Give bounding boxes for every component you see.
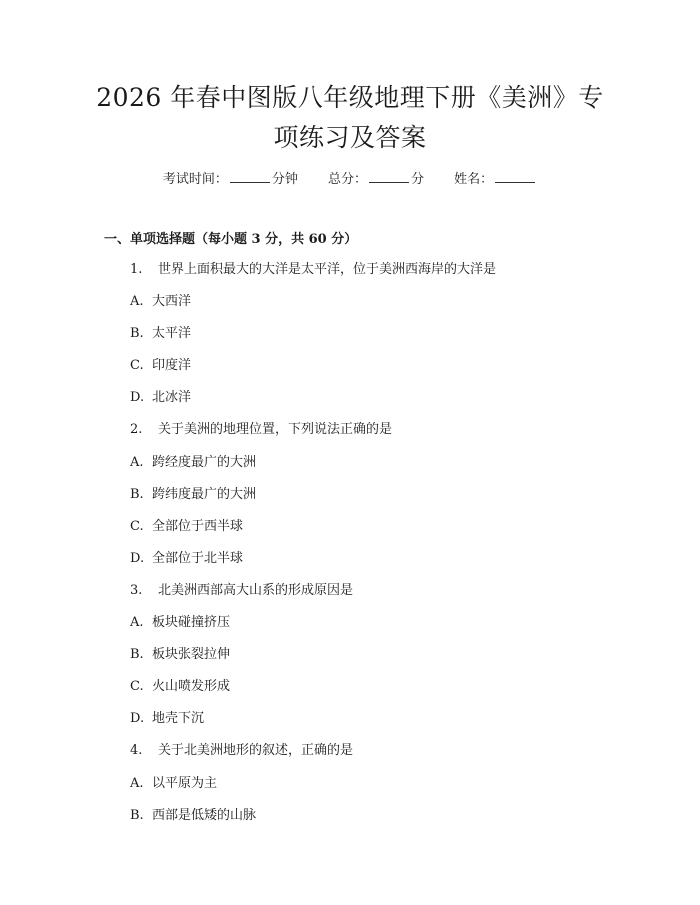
option-3c[interactable] [130, 678, 650, 710]
exam-info-line [0, 169, 700, 189]
option-letter: C. [130, 358, 144, 374]
option-text: 以平原为主 [152, 775, 218, 791]
question-text: 关于美洲的地理位置，下列说法正确的是 [158, 422, 393, 438]
option-1b[interactable] [130, 325, 650, 357]
question-3 [130, 582, 650, 614]
question-number: 1. [130, 262, 143, 277]
option-text: 火山喷发形成 [152, 679, 231, 695]
question-4 [130, 742, 650, 774]
option-text: 地壳下沉 [152, 711, 205, 727]
option-letter: B. [130, 486, 144, 502]
time-field [163, 169, 298, 189]
question-list [130, 261, 650, 839]
option-4b[interactable] [130, 807, 650, 839]
option-2c[interactable] [130, 518, 650, 550]
option-letter: B. [130, 326, 144, 342]
question-number: 3. [130, 582, 143, 598]
option-2d[interactable] [130, 550, 650, 582]
title-line-1: 2026 年春中图版八年级地理下册《美洲》专 [96, 83, 604, 112]
score-blank[interactable] [369, 169, 409, 183]
title-line-2: 项练习及答案 [273, 123, 427, 152]
page-title [60, 78, 640, 158]
question-1 [130, 261, 650, 293]
option-letter: C. [130, 679, 144, 695]
option-text: 跨经度最广的大洲 [152, 454, 257, 470]
option-text: 板块碰撞挤压 [152, 615, 231, 631]
time-unit: 分钟 [271, 172, 298, 187]
score-field [328, 169, 424, 189]
option-letter: A. [130, 615, 144, 631]
option-letter: A. [130, 294, 144, 310]
score-unit: 分 [411, 172, 425, 187]
option-text: 跨纬度最广的大洲 [152, 486, 257, 502]
option-text: 西部是低矮的山脉 [152, 807, 257, 823]
name-label: 姓名： [454, 172, 494, 187]
time-label: 考试时间： [162, 172, 228, 187]
question-2 [130, 421, 650, 453]
option-letter: A. [130, 454, 144, 470]
time-blank[interactable] [230, 169, 270, 183]
question-text: 北美洲西部高大山系的形成原因是 [158, 582, 354, 598]
question-number: 4. [130, 743, 143, 759]
question-text: 关于北美洲地形的叙述，正确的是 [158, 743, 354, 759]
option-1c[interactable] [130, 357, 650, 389]
score-label: 总分： [327, 172, 367, 187]
section-heading: 一、单项选择题（每小题 3 分，共 60 分） [104, 232, 358, 247]
option-2b[interactable] [130, 486, 650, 518]
option-text: 太平洋 [152, 326, 192, 342]
question-text: 世界上面积最大的大洋是太平洋，位于美洲西海岸的大洋是 [158, 262, 497, 277]
option-text: 板块张裂拉伸 [152, 647, 231, 663]
option-letter: B. [130, 807, 144, 823]
option-3b[interactable] [130, 646, 650, 678]
option-1a[interactable] [130, 293, 650, 325]
option-text: 大西洋 [152, 294, 192, 310]
option-text: 全部位于北半球 [152, 550, 244, 566]
option-1d[interactable] [130, 389, 650, 421]
option-letter: C. [130, 518, 144, 534]
option-letter: A. [130, 775, 144, 791]
option-letter: D. [130, 390, 145, 406]
option-text: 印度洋 [152, 358, 192, 374]
option-letter: D. [130, 711, 145, 727]
option-3d[interactable] [130, 710, 650, 742]
option-letter: D. [130, 550, 145, 566]
option-4a[interactable] [130, 775, 650, 807]
option-text: 北冰洋 [152, 390, 192, 406]
option-3a[interactable] [130, 614, 650, 646]
question-number: 2. [130, 422, 143, 438]
option-2a[interactable] [130, 454, 650, 486]
option-text: 全部位于西半球 [152, 518, 244, 534]
name-field [454, 169, 537, 189]
option-letter: B. [130, 647, 144, 663]
name-blank[interactable] [495, 169, 535, 183]
